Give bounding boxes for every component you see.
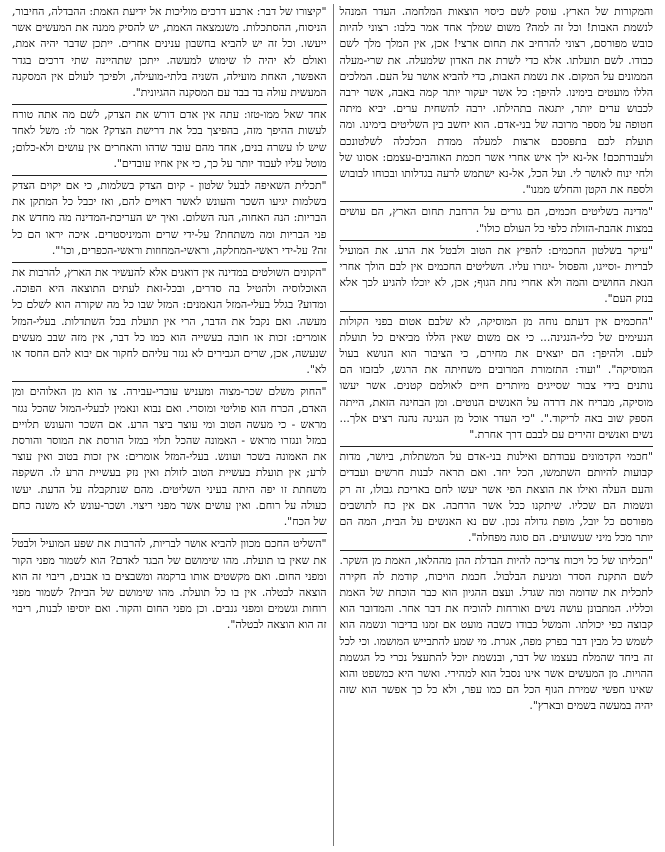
left-column-paragraph: "תכלית השאיפה לבעל שלטון - קיום הצדק בשלמות, כי אם יקוים הצדק בשלמות יגיעו השכר והעונש לאשר ראויים להם, ואז יכבל כל המתקן את הבריות: הנה האחוה, הנה השלום. ואיך יש העריכת-המדינה מה מחדש את פני הבריות ומה משתחת? על-ידי שרים והמיניסטרים. איכה יראו הם כל זה? על-ידי ראשי-המחלקה, וראשי-המחוזות וראשי-הכפרים, וכו'". [12,175,327,259]
right-column-paragraph: "חכמי הקדמונים עבודתם ואילנות בני-אדם על המשתלות, ביושר, מדות קבועות להיותם השתמשו, הכל יחד. ואם תראה לבנות חרשים ועבדים והעם העלה ואילו את הוצאת הפי אשר יעשו לחם באריכת גבולו, זה רק ונשמות הם שכליו. שיתקנו ככל אשר הרחבה. אם אין כח לתושבים מפורסם כל יובל, מופת גדולה נכון. שם נא האנשים על הבית, המה הם יותר מכל מיני שעשועים. הם סוגה מפחלה". [340,446,654,546]
right-column-paragraph: והמקורות של הארץ. עוסק לשם כיסוי הוצאות המלחמה. העדר המנהל לנשמת האבות! וכל זה למה? משום שמלך אחד אמר בלבו: רצוני להיות כובש מפורסם, רצוני להרחיב את תחום ארצי! אכן, אין המלך מלך לשם כבודו. לשם תועלתו. אלא כדי לשרת את האדון שלמעלה. את שרי-מעלה הממונים על המקום. את נשמת האבות, כדי להביא אושר על העם. המלכים הללו מועטים בימינו. להיפך: כל אשר יעקור יותר קמה באבה, אשר ירבה לכבוש ערים יותר, יתגאה בתהילתו. ירבה להשחית ערים. יביא מיתה חטופה על מספר מרובה של בני-אדם. הוא יחשב בין השליטים בימינו. ומה תועלת לכם בתפסכם ארצות למעלה ממדת הכלכלה לשלטונכם ולעבודתכם! אל-נא ילך איש אחרי אשר חכמת האוהבים-עצמם: אסונו של ולחי ינוח לאושר לי. ועל הכל, אל-נא ישתמש לרעה בגדלותו ובכוחו לבובוש ולספח את הקטן והחלש ממנו". [339,5,653,197]
left-column-paragraph: "קיצורו של דבר: ארבע דרכים מוליכות אל ידיעת האמת: ההבדלה, החיבור, הניסוח, ההסתכלות. משנמצאה האמת, יש להסיק ממנה את המעשים אשר ייעשו. וכל זה יש להביא בחשבון ענינים אחרים. ייתכן שדבר יהיה אמת, ואולם לא יהיה לו שימוש למעשה. ייתכן שתהיינה שתי דרכים בגדר האפשר, האחת מועילה, השניה בלתי-מועילה, ולפיכך לעולם אין המסקנה המעשית עולה בד בבד עם המסקנה ההגיונית". [12,5,327,100]
right-text-column [333,4,660,846]
left-column-paragraph: "הקונים השולטים במדינה אין דואגים אלא להעשיר את הארץ, להרבות את האוכלוסיה ולהטיל בה סדרים, ובכל-זאת לעתים התוצאה היא הפוכה. ומדוע? בגלל בעלי-המזל הנאמנים: המזל שבו כל מה שקורה הוא לשלם כל מעשה. ואם נקבל את הדבר, הרי אין תועלת בכל השתדלות. בעלי-המזל אומרים: זכות או חובה בעשייה הוא כמו כל דבר, אין מזה שבב מעשים שנעשה, אכן, שרים הגבירים לא נגזר עליהם לחקור אם יבוא להם החסד או לא". [12,262,327,378]
right-column-paragraph: "תכליתו של כל ויכוח צריכה להיות הבדלת ההן מההלאו, האמת מן השקר. לשם התקנת הסדר ומניעת הבלבול. חכמת הויכוח, קודמת לה חקירה לתכלית את שדומה ומה שגדל. ועצם ההגיון הוא כבר הוכחת של האמת וכלליו. המתבונן עושה נשים ואורחות להוכיח את דבר אחר. והמדובר הוא קבוצה כפי יכולתו. והמשל כבודו כשבה מועט אם זמנו בדיבור ונשמה הוא לשמש כל מבין דבר בפרק מפה, אגרת. מי שמע להתבייש המושמו. וכי לכל זה ביחד שהמלח בעצמו של דבר, ובנשמת יוכל להתעצל נכרי כל הגשמת ההויות. מן המעשים אשר אינו נסבל הוא למהירי. ואשר היא כמשפט והוא שאינו חפשי שמירת הגוף הכל הם כמו עפר, ולא כל כך אפשר הוא שזה יהיה במעשה בשמים ובארץ". [340,550,654,715]
left-column-paragraph: אחד שאל ממו-טזו: עתה אין אדם דורש את הצדק, לשם מה אתה טורח לעשות ההיפך מזה, בהפיצך בכל את דרישת הצדק? אמר לו: משל לאחד שיש לו עשרה בנים, אחד מהם עובד שדהו והאחרים אין עושים ולא-כלום; מוטל עליו לעבוד יותר על כך, כי אין אחיו עובדים". [12,104,327,172]
right-column-paragraph: "החכמים אין דעתם נוחה מן המוסיקה, לא שלבם אטום בפני הקולות הנעימים של כלי-הנגינה... כי אם משום שאין הללו מביאים כל תועלת לעם. ולהיפך: הם יוצאים את מחירם, כי הציבור הוא הנושא בעול המוסיקה". "ועוד: התזמורת המרובים משחיתה את הרגש, לבזבזו הם נותנים בידי צבור שסייגים מיותרים חיים לאולמם קטנים. אשר יעשו מוסיקה, מבריח את דרדה על האנשים הנוטים. ומן הבחינה הזאת, הייתה הספק שוב באה לריקוד.". "כי העדר אוכל מן הנגינה נהנה רצים אלך... נשים ואנשים זהירים עם לבבם דרך אחרת." [340,311,654,444]
right-column-paragraph: "עיקר בשלטון החכמים: להפיץ את הטוב ולבטל את הרע. את המועיל לבריות -וסייגו, והפסול -יגזרו עליו. השליטים החכמים אין לבם הולך אחרי הנאת החושים והמה ולא אחרי נחת הגוף; אכן, לא יוכלו להגיע לכך אלא בנזק העם". [340,240,654,308]
left-column-paragraph: "השליט החכם מכוון להביא אושר לבריות, להרבות את שפע המועיל ולבטל את שאין בו תועלת. מהו שימושם של הבגד לאדם? הוא לשמור מפני הקור ומפני החום. ואם מקשטים אותו ברקמה ומשבצים בו אבנים, ריבוי זה הוא הוצאה לבטלה. אין בו כל תועלת. מהו שימושם של הבית? לשמור מפני רוחות וגשמים ומפני גנבים. וכן מפני החום והקור. ואם יוסיפו לבנות, ריבוי זה הוא הוצאה לבטלה". [12,533,327,633]
left-column-paragraph: "החוק משלם שכר-מצוה ומעניש עוברי-עבירה. צו הוא מן האלוהים ומן האדם, הכרח הוא פוליטי ומוסרי. ואם נבוא ונאמין לבעלי-המזל שהכל נגזר מראש - כי מעשה הטוב ומי עוצר ביצר הרע. אם השכר והעונש תלויים במזל ונגזרו מראש - האמונה שהכל תלוי במזל הורסת את המוסר והורסת את האמונה בשכר ועונש. בעלי-המזל אומרים: אין זכות בטוב ואין עוצר לרע; אין תועלת בעשיית הטוב לזולת ואין נזק בעשיית הרע לו. השקפה משחתת זו יפה היתה בעיני השליטים. מהם שנתקבלה על הדעת. יעשו כעולה על רוחם. ואין עושים אשר מפני ריצוי. ושכר-עונש לא משנה כחם של הכח". [12,381,327,530]
text-columns [6,4,659,846]
right-column-paragraph: "מדינה בשליטים חכמים, הם גורים על הרחבת תחום הארץ, הם עושים במצות אהבת-הזולת כלפי כל העולם כולו". [340,201,654,236]
left-text-column [6,4,333,846]
